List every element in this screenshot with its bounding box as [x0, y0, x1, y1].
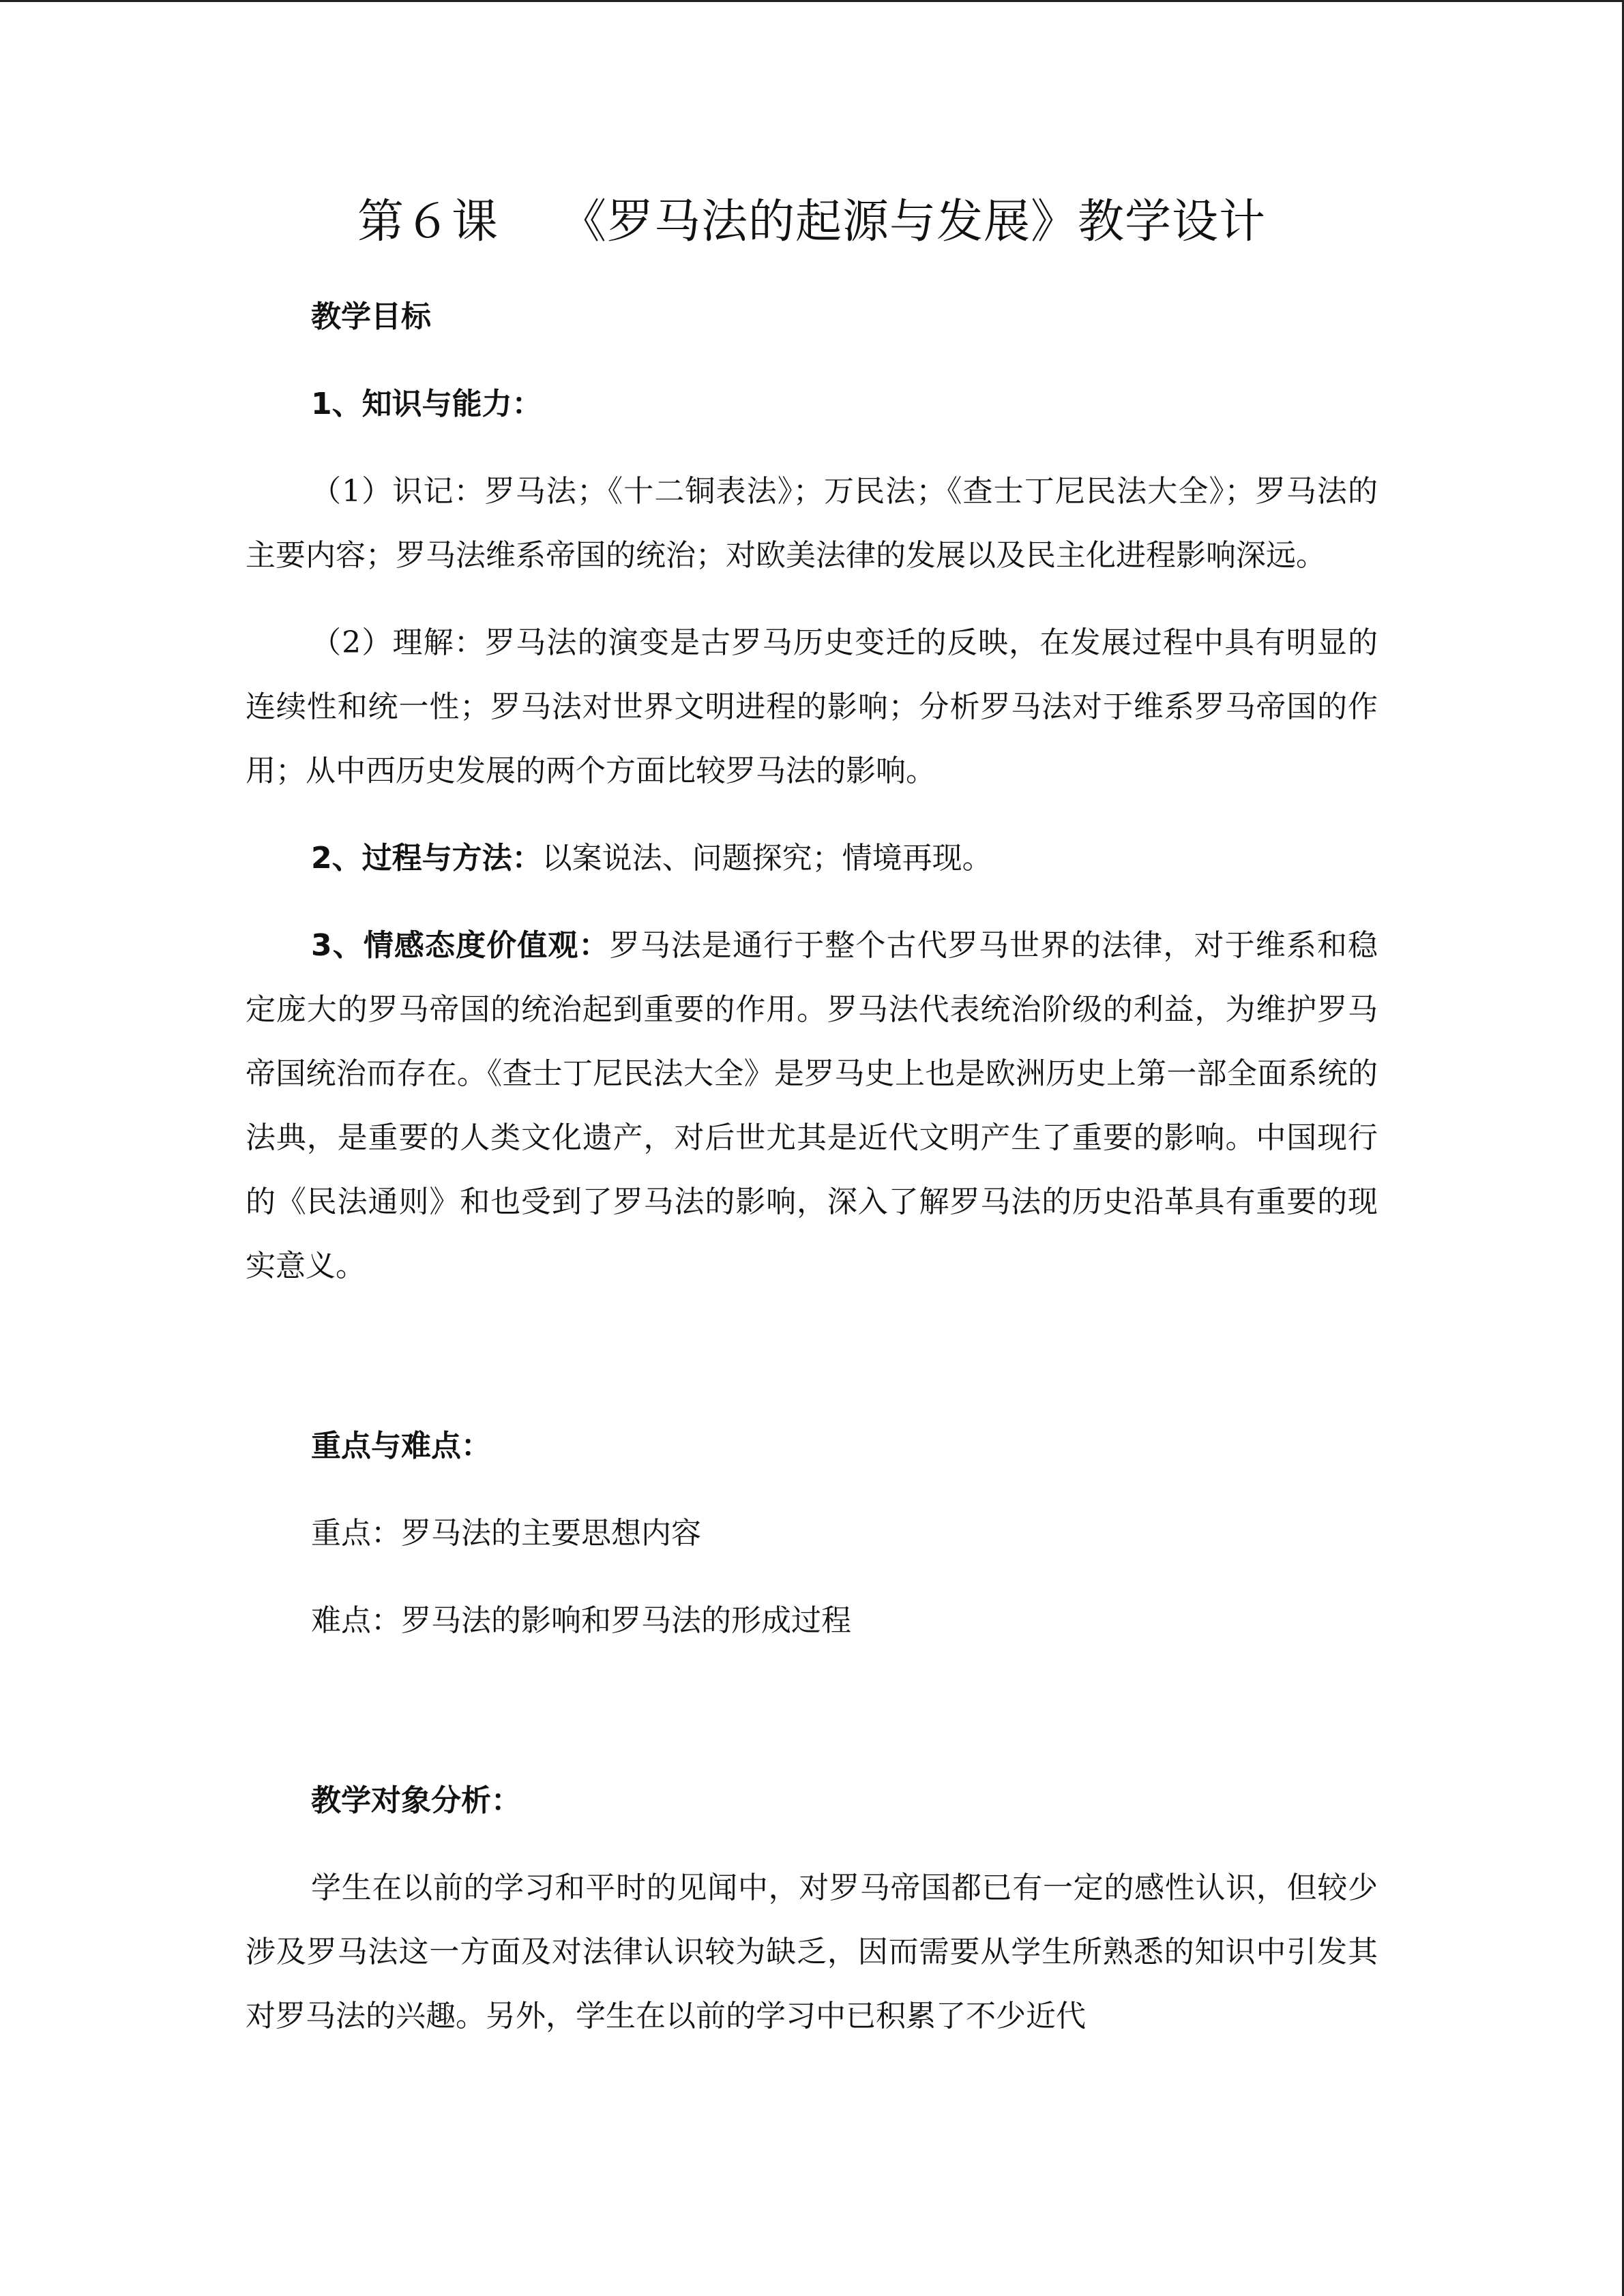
- spacer: [246, 803, 1378, 826]
- objectives-heading: 教学目标: [311, 299, 431, 334]
- spacer: [246, 891, 1378, 914]
- page-title: [246, 184, 1378, 260]
- spacer: [246, 1478, 1378, 1502]
- process-paragraph: [246, 826, 1378, 891]
- process-text: 以案说法、问题探究；情境再现。: [542, 841, 992, 876]
- knowledge-heading: 1、知识与能力：: [311, 387, 542, 421]
- spacer: [246, 436, 1378, 460]
- spacer: [246, 1566, 1378, 1589]
- page-border-top: [0, 0, 1624, 2]
- emotion-paragraph: [246, 914, 1378, 1298]
- key-point: 重点：罗马法的主要思想内容: [311, 1516, 701, 1551]
- knowledge-paragraph-1: （1）识记：罗马法；《十二铜表法》；万民法；《查士丁尼民法大全》；罗马法的主要内容；罗马法维系帝国的统治；对欧美法律的发展以及民主化进程影响深远。: [246, 474, 1378, 573]
- knowledge-paragraph-2: （2）理解：罗马法的演变是古罗马历史变迁的反映，在发展过程中具有明显的连续性和统一性；罗马法对世界文明进程的影响；分析罗马法对于维系罗马帝国的作用；从中西历史发展的两个方面比较罗马法的影响。: [246, 625, 1378, 788]
- key-points-heading: 重点与难点：: [311, 1429, 491, 1463]
- spacer: [246, 1653, 1378, 1769]
- spacer: [246, 588, 1378, 611]
- spacer: [246, 1833, 1378, 1856]
- analysis-paragraph: 学生在以前的学习和平时的见闻中，对罗马帝国都已有一定的感性认识，但较少涉及罗马法这一方面及对法律认识较为缺乏，因而需要从学生所熟悉的知识中引发其对罗马法的兴趣。另外，学生在以前的学习中已积累了不少近代: [246, 1870, 1378, 2033]
- spacer: [246, 1298, 1378, 1414]
- analysis-heading: 教学对象分析：: [311, 1783, 521, 1818]
- difficult-point: 难点：罗马法的影响和罗马法的形成过程: [311, 1603, 851, 1638]
- emotion-text: 罗马法是通行于整个古代罗马世界的法律，对于维系和稳定庞大的罗马帝国的统治起到重要的作用。罗马法代表统治阶级的利益，为维护罗马帝国统治而存在。《查士丁尼民法大全》是罗马史上也是欧洲历史上第一部全面系统的法典，是重要的人类文化遗产，对后世尤其是近代文明产生了重要的影响。中国现行的《民法通则》和也受到了罗马法的影响，深入了解罗马法的历史沿革具有重要的现实意义。: [246, 928, 1378, 1283]
- document-body: [246, 184, 1378, 2048]
- emotion-label: 3、情感态度价值观：: [311, 928, 610, 963]
- title-text: 《罗马法的起源与发展》教学设计: [560, 195, 1267, 249]
- spacer: [246, 349, 1378, 372]
- process-label: 2、过程与方法：: [311, 841, 542, 876]
- title-lesson-number: 第６课: [357, 195, 499, 249]
- spacer: [246, 260, 1378, 285]
